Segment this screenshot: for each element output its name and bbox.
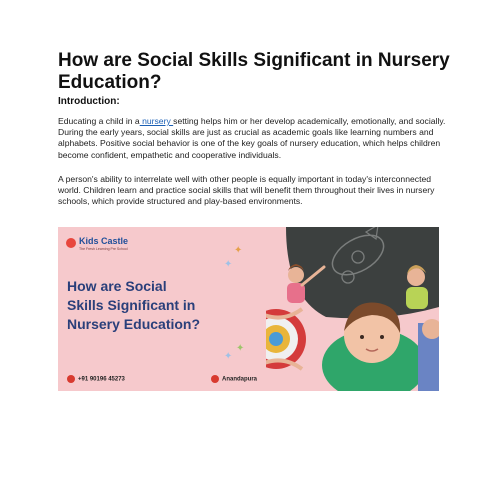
brand-tagline: The Fresh Learning Pre School: [79, 247, 128, 251]
paragraph-1-rest: setting helps him or her develop academically, emotionally, and socially. During the early years, social skills are just as crucial as academic goals like learning numbers and alphabets. Positive social behavior is one of the key goals of nursery education, which helps children become confident, empathetic and cooperative individuals.: [58, 116, 446, 160]
banner-title-line: Skills Significant in: [67, 297, 196, 313]
article-banner-image: [58, 227, 439, 391]
banner-title-line: Nursery Education?: [67, 316, 201, 332]
location-name: Anandapura: [222, 376, 258, 383]
paragraph-1: [58, 116, 448, 161]
banner-title: [67, 277, 267, 334]
paragraph-2: A person's ability to interrelate well with other people is equally important in today's interconnected world. Children learn and practice social skills that will benefit them throughout their lives in nursery schools, which provide structured and play-based environments.: [58, 174, 435, 207]
article-title: How are Social Skills Significant in Nursery Education?: [58, 50, 450, 93]
location-contact: [211, 375, 257, 383]
banner-title-line: How are Social: [67, 278, 167, 294]
sparkle-icon: ✦: [236, 343, 245, 354]
children-photo-collage: [266, 227, 439, 391]
phone-contact: [67, 375, 125, 383]
phone-number: +91 90196 45273: [78, 376, 125, 383]
sparkle-icon: ✦: [224, 351, 233, 362]
brand-name: Kids Castle: [79, 236, 129, 246]
castle-icon: [66, 238, 76, 248]
paragraph-1-start: Educating a child in a: [58, 116, 140, 126]
sparkle-icon: ✦: [234, 245, 243, 256]
sparkle-icon: ✦: [224, 259, 233, 270]
phone-icon: [67, 375, 75, 383]
location-pin-icon: [211, 375, 219, 383]
intro-heading: Introduction:: [58, 96, 120, 107]
nursery-link[interactable]: nursery: [139, 116, 174, 126]
